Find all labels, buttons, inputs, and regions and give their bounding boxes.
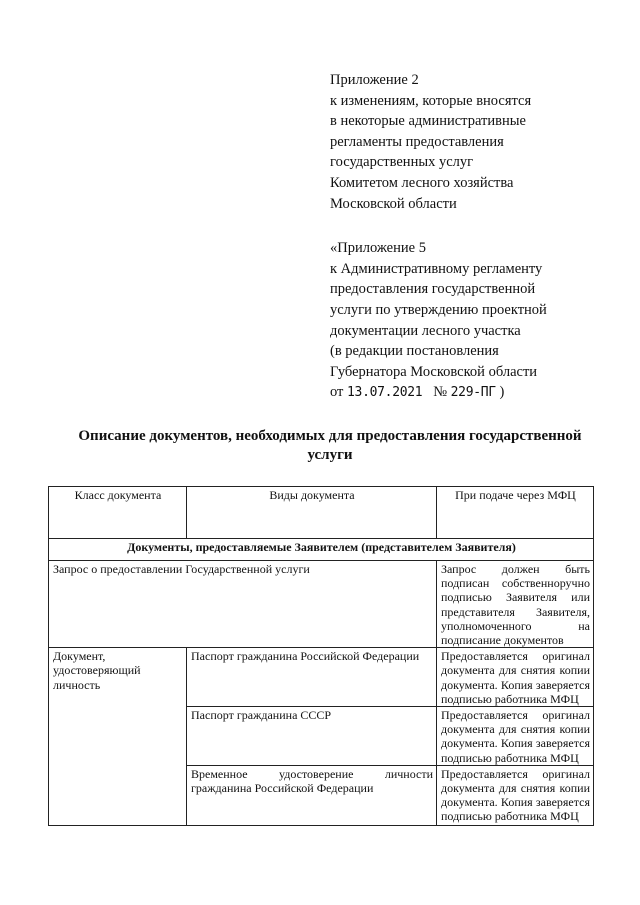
appendix-block [330,70,590,404]
appendix-line: в некоторые административные [330,113,526,130]
quote-line: к Административному регламенту [330,260,543,277]
header-types: Виды документа [187,487,437,539]
doc-name: Паспорт гражданина Российской Федерации [187,648,437,707]
appendix-line: Московской области [330,195,457,212]
page-title: Описание документов, необходимых для предоставления государственной услуги [78,428,582,463]
identity-class: Документ, удостоверяющий личность [49,648,187,826]
appendix-line: к изменениям, которые вносятся [330,92,532,109]
quote-line: услуги по утверждению проектной [330,301,547,318]
documents-table [48,486,594,826]
table-row [49,561,594,648]
doc-mfc: Предоставляется оригинал документа для снятия копии документа. Копия заверяется подписью работника МФЦ [437,707,594,766]
decree-date: 13.07.2021 [347,385,423,401]
appendix-line: Комитетом лесного хозяйства [330,174,514,191]
close-paren: ) [499,384,505,401]
header-class: Класс документа [49,487,187,539]
header-mfc: При подаче через МФЦ [437,487,594,539]
doc-name: Паспорт гражданина СССР [187,707,437,766]
decree-number: 229-ПГ [450,385,496,401]
from-prefix: от [330,384,344,401]
doc-mfc: Предоставляется оригинал документа для снятия копии документа. Копия заверяется подписью работника МФЦ [437,648,594,707]
quote-line: (в редакции постановления [330,343,499,360]
appendix-line: государственных услуг [330,154,474,171]
quote-line: Губернатора Московской области [330,363,538,380]
number-sign: № [433,384,448,401]
appendix-gap [330,214,590,238]
doc-mfc: Предоставляется оригинал документа для снятия копии документа. Копия заверяется подписью работника МФЦ [437,765,594,825]
table-header-row [49,487,594,539]
appendix-line: Приложение 2 [330,72,419,88]
doc-name: Временное удостоверение личности гражданина Российской Федерации [187,765,437,825]
section-title: Документы, предоставляемые Заявителем (представителем Заявителя) [49,539,594,561]
decree-date-line [330,382,590,404]
table-row [49,648,594,707]
request-mfc: Запрос должен быть подписан собственноручно подписью Заявителя или представителя Заявителя, уполномоченного на подписание документов [437,561,594,648]
request-name: Запрос о предоставлении Государственной услуги [49,561,437,648]
appendix-line: регламенты предоставления [330,133,504,150]
quote-line: предоставления государственной [330,281,536,298]
quote-line: документации лесного участка [330,322,521,339]
section-row [49,539,594,561]
quote-line: «Приложение 5 [330,240,426,257]
